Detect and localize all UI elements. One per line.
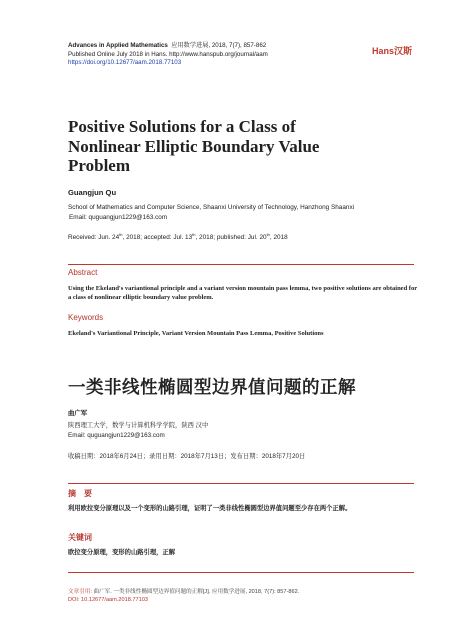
cn-abstract-text: 利用欧拉变分原理以及一个变形的山路引理，证明了一类非线性椭圆型边界值问题至少存在两个正解。	[68, 505, 352, 512]
published-line: Published Online July 2018 in Hans. http://www.hanspub.org/journal/aam	[68, 50, 268, 58]
journal-header	[68, 42, 268, 68]
published-date: , 2018; published: Jul. 20	[195, 234, 267, 242]
doi-link[interactable]: https://doi.org/10.12677/aam.2018.77103	[68, 59, 182, 67]
hans-logo: Hans汉斯	[371, 46, 412, 56]
cn-affiliation: 陕西理工大学，数学与计算机科学学院，陕西 汉中	[68, 422, 209, 429]
dates-tail: , 2018	[269, 234, 288, 242]
abstract-heading: Abstract	[68, 268, 98, 277]
abstract-text: Using the Ekeland's variantional principle and a variant version mountain pass lemma, two positive solutions are obtained for a class of nonlinear elliptic boundary value problem.	[68, 285, 417, 302]
journal-name: Advances in Applied Mathematics	[68, 42, 168, 49]
citation-text: 曲广军. 一类非线性椭圆型边界值问题的正解[J]. 应用数学进展, 2018, 7(7): 857-862.	[91, 589, 300, 595]
cn-keywords-heading: 关键词	[68, 533, 92, 542]
keywords-text: Ekeland's Variantional Principle, Variant Version Mountain Pass Lemma, Positive Solutions	[68, 330, 324, 337]
dates-line	[68, 232, 288, 241]
keywords-heading: Keywords	[68, 313, 104, 322]
cn-affiliation-block	[68, 421, 208, 440]
cn-title: 一类非线性椭圆型边界值问题的正解	[68, 378, 356, 398]
citation-label: 文章引用:	[68, 589, 92, 595]
email: Email: quguangjun1229@163.com	[69, 213, 168, 221]
citation-doi[interactable]: DOI: 10.12677/aam.2018.77103	[68, 597, 148, 604]
paper-title: Positive Solutions for a Class of Nonlinear Elliptic Boundary Value Problem	[68, 117, 320, 175]
cn-author: 曲广军	[68, 410, 88, 417]
cn-dates: 收稿日期：2018年6月24日；录用日期：2018年7月13日；发布日期：2018年7月20日	[68, 453, 306, 460]
citation-block	[68, 588, 299, 605]
received-date: Received: Jun. 24	[68, 234, 120, 242]
cn-keywords-text: 欧拉变分原理，变形的山路引理，正解	[68, 549, 176, 556]
received-sup: th	[119, 232, 123, 237]
cn-bottom-rule	[68, 572, 414, 573]
accepted-sup: th	[192, 232, 196, 237]
affiliation: School of Mathematics and Computer Science, Shaanxi University of Technology, Hanzhong Shaanxi	[68, 204, 355, 211]
journal-cn-ref: 应用数学进展, 2018, 7(7), 857-862	[171, 42, 267, 49]
accepted-date: , 2018; accepted: Jul. 13	[122, 234, 193, 242]
author-name: Guangjun Qu	[68, 188, 117, 197]
published-sup: th	[266, 232, 270, 237]
abstract-rule	[68, 264, 414, 265]
cn-abstract-heading: 摘 要	[68, 489, 92, 498]
cn-abstract-rule	[68, 483, 414, 484]
cn-email: Email: quguangjun1229@163.com	[68, 431, 165, 439]
affiliation-block	[68, 203, 408, 222]
